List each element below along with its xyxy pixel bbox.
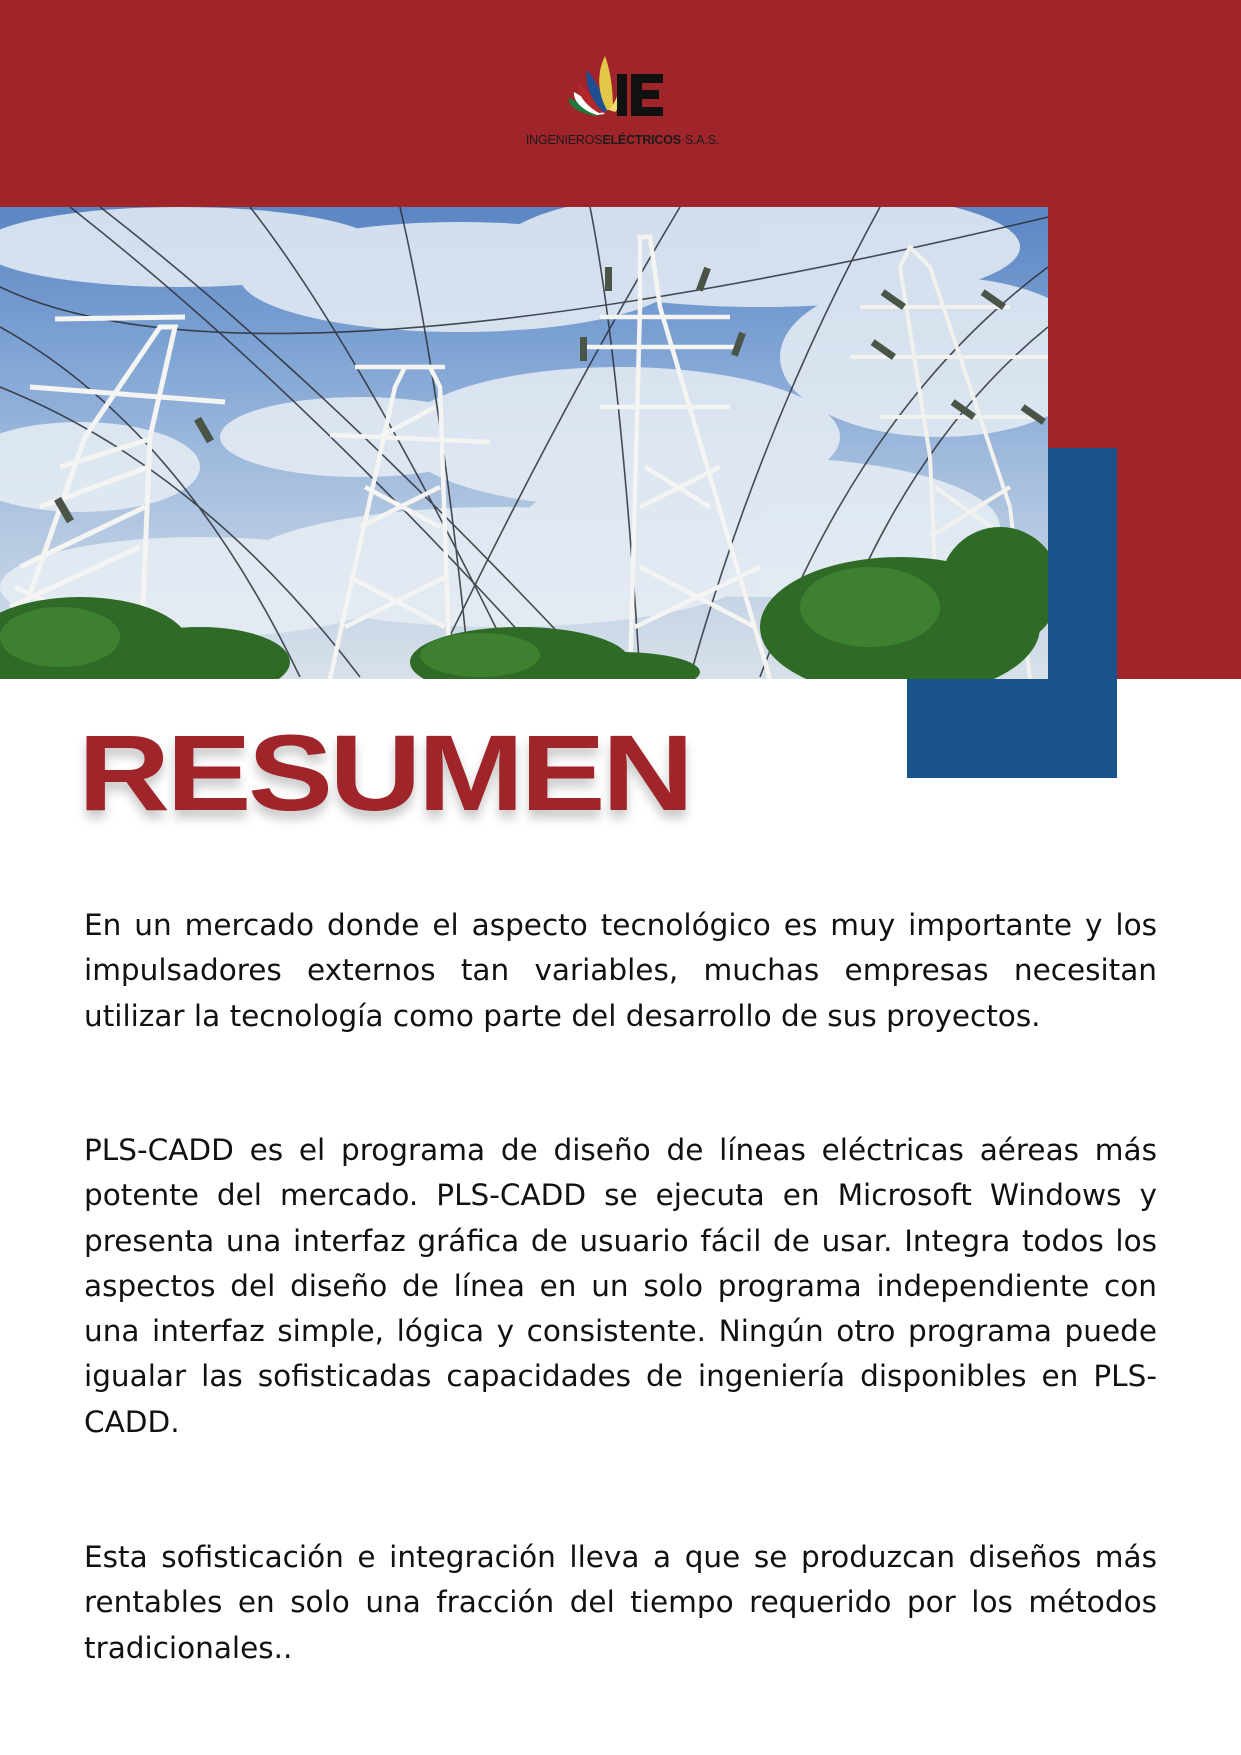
page-title: RESUMEN [78,712,691,833]
paragraph-text: PLS-CADD es el programa de diseño de líneas eléctricas aéreas más potente del mercado. PLS-CADD se ejecuta en Microsoft Windows y presenta una interfaz gráfica de usuario fácil de usar. Integra todos los aspectos del diseño de línea en un solo programa independiente con una interfaz simple, lógica y consistente. Ningún otro programa puede igualar las sofisticadas capacidades de ingeniería disponibles en PLS-CADD. [84,1133,1157,1439]
paragraph-text: En un mercado donde el aspecto tecnológico es muy importante y los impulsadores externos tan variables, muchas empresas necesitan utilizar la tecnología como parte del desarrollo de sus proyectos. [84,908,1157,1033]
company-logo [505,52,740,152]
company-name-prefix: INGENIEROS [525,133,603,147]
paragraph-text: Esta sofisticación e integración lleva a que se produzcan diseños más rentables en solo una fracción del tiempo requerido por los métodos tradicionales.. [84,1540,1157,1665]
ie-logo-icon [565,52,675,124]
company-name-bold: ELÉCTRICOS [602,133,681,147]
summary-paragraph-2 [84,1128,1157,1445]
summary-paragraph-1 [84,903,1157,1039]
company-name-suffix: ·S.A.S. [680,133,720,147]
transmission-towers-illustration [0,207,1048,679]
hero-photo-transmission-towers [0,207,1048,679]
summary-paragraph-3 [84,1535,1157,1671]
company-name [505,133,740,147]
